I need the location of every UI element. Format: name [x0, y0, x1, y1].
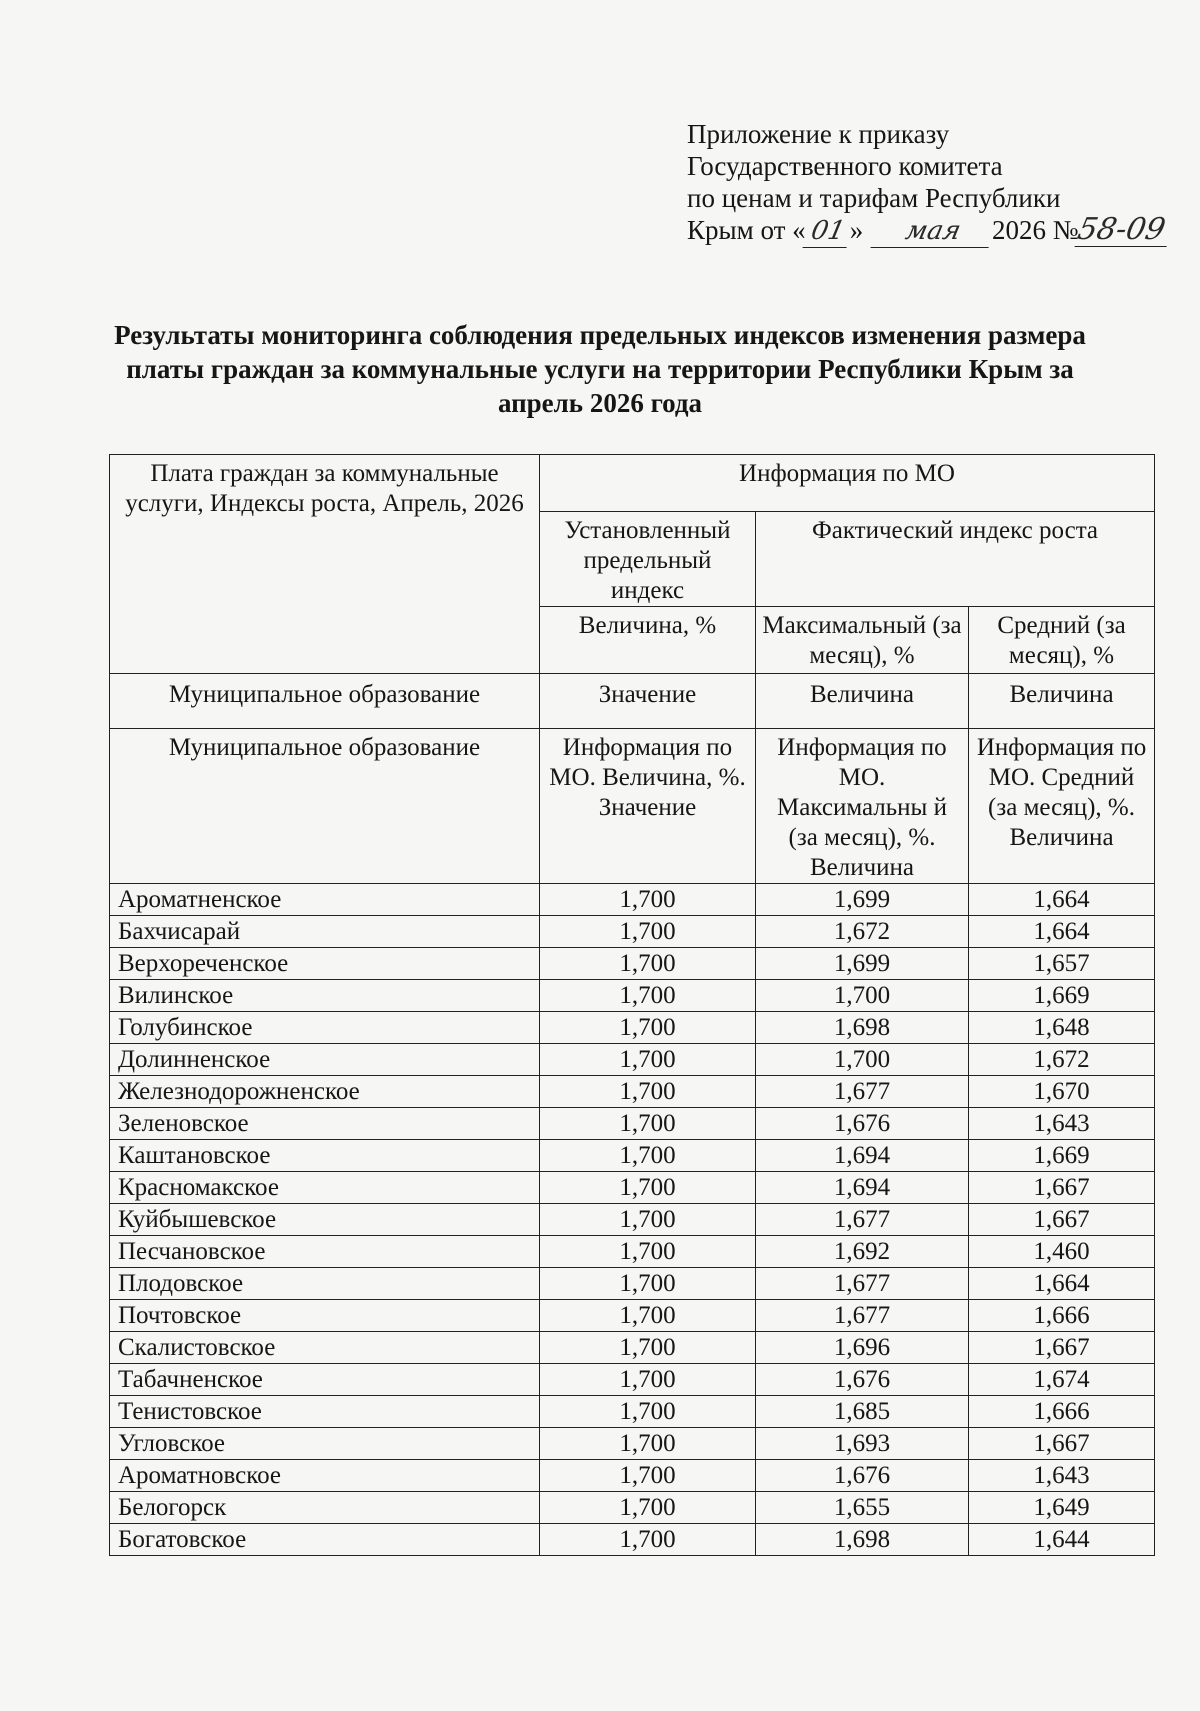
max-value: 1,694 [756, 1140, 969, 1172]
document-title: Результаты мониторинга соблюдения предельных индексов изменения размера платы граждан за коммунальные услуги на территории Республики Крым за апрель 2026 года [114, 320, 1086, 418]
municipality-name: Угловское [110, 1428, 540, 1460]
municipality-name: Верхореченское [110, 948, 540, 980]
table-row [110, 1236, 1155, 1268]
header-row5-municipality: Муниципальное образование [110, 729, 540, 884]
appendix-line-4 [687, 214, 1170, 248]
header-row5-avg: Информация по МО. Средний (за месяц), %. Величина [969, 729, 1155, 884]
limit-value: 1,700 [540, 1364, 756, 1396]
limit-value: 1,700 [540, 1204, 756, 1236]
limit-value: 1,700 [540, 1172, 756, 1204]
avg-value: 1,667 [969, 1172, 1155, 1204]
table-row [110, 884, 1155, 916]
max-value: 1,696 [756, 1332, 969, 1364]
max-value: 1,677 [756, 1204, 969, 1236]
max-value: 1,699 [756, 884, 969, 916]
handwritten-month: мая [870, 215, 995, 248]
avg-value: 1,460 [969, 1236, 1155, 1268]
table-row [110, 1300, 1155, 1332]
table-row [110, 948, 1155, 980]
limit-value: 1,700 [540, 948, 756, 980]
max-value: 1,699 [756, 948, 969, 980]
municipality-name: Тенистовское [110, 1396, 540, 1428]
limit-value: 1,700 [540, 1524, 756, 1556]
table-row [110, 1396, 1155, 1428]
municipality-name: Почтовское [110, 1300, 540, 1332]
municipality-name: Бахчисарай [110, 916, 540, 948]
avg-value: 1,643 [969, 1460, 1155, 1492]
municipality-name: Вилинское [110, 980, 540, 1012]
limit-value: 1,700 [540, 1492, 756, 1524]
limit-value: 1,700 [540, 1108, 756, 1140]
max-value: 1,698 [756, 1524, 969, 1556]
avg-value: 1,667 [969, 1204, 1155, 1236]
municipality-name: Каштановское [110, 1140, 540, 1172]
limit-value: 1,700 [540, 884, 756, 916]
avg-value: 1,657 [969, 948, 1155, 980]
municipality-name: Голубинское [110, 1012, 540, 1044]
avg-value: 1,666 [969, 1396, 1155, 1428]
table-row [110, 1332, 1155, 1364]
municipality-name: Белогорск [110, 1492, 540, 1524]
header-row4-value: Значение [540, 674, 756, 729]
table-row [110, 1108, 1155, 1140]
header-row5-value: Информация по МО. Величина, %. Значение [540, 729, 756, 884]
limit-value: 1,700 [540, 916, 756, 948]
limit-value: 1,700 [540, 1140, 756, 1172]
limit-value: 1,700 [540, 1332, 756, 1364]
max-value: 1,700 [756, 980, 969, 1012]
limit-value: 1,700 [540, 1236, 756, 1268]
municipality-name: Богатовское [110, 1524, 540, 1556]
appendix-year-number-label: 2026 № [991, 215, 1079, 245]
max-value: 1,685 [756, 1396, 969, 1428]
header-row4-avg: Величина [969, 674, 1155, 729]
max-value: 1,694 [756, 1172, 969, 1204]
header-main: Плата граждан за коммунальные услуги, Индексы роста, Апрель, 2026 [110, 455, 540, 674]
table-body [110, 884, 1155, 1556]
max-value: 1,672 [756, 916, 969, 948]
avg-value: 1,670 [969, 1076, 1155, 1108]
limit-value: 1,700 [540, 1396, 756, 1428]
avg-value: 1,664 [969, 916, 1155, 948]
avg-value: 1,672 [969, 1044, 1155, 1076]
appendix-line-3: по ценам и тарифам Республики [687, 183, 1061, 213]
table-row [110, 1492, 1155, 1524]
table-row [110, 1524, 1155, 1556]
table-row [110, 1140, 1155, 1172]
header-row4-max: Величина [756, 674, 969, 729]
avg-value: 1,644 [969, 1524, 1155, 1556]
max-value: 1,677 [756, 1076, 969, 1108]
table-row [110, 1172, 1155, 1204]
table-row [110, 1012, 1155, 1044]
table-row [110, 1428, 1155, 1460]
limit-value: 1,700 [540, 1012, 756, 1044]
table-row [110, 1044, 1155, 1076]
avg-value: 1,669 [969, 1140, 1155, 1172]
limit-value: 1,700 [540, 1076, 756, 1108]
header-value-pct: Величина, % [540, 607, 756, 674]
municipality-name: Табачненское [110, 1364, 540, 1396]
monitoring-table [109, 454, 1155, 1556]
municipality-name: Ароматненское [110, 884, 540, 916]
municipality-name: Красномакское [110, 1172, 540, 1204]
limit-value: 1,700 [540, 980, 756, 1012]
max-value: 1,692 [756, 1236, 969, 1268]
avg-value: 1,666 [969, 1300, 1155, 1332]
max-value: 1,655 [756, 1492, 969, 1524]
avg-value: 1,669 [969, 980, 1155, 1012]
max-value: 1,676 [756, 1460, 969, 1492]
handwritten-day: 01 [802, 215, 853, 248]
limit-value: 1,700 [540, 1044, 756, 1076]
table-row [110, 1460, 1155, 1492]
avg-value: 1,674 [969, 1364, 1155, 1396]
avg-value: 1,667 [969, 1332, 1155, 1364]
municipality-name: Зеленовское [110, 1108, 540, 1140]
header-max: Максимальный (за месяц), % [756, 607, 969, 674]
avg-value: 1,667 [969, 1428, 1155, 1460]
avg-value: 1,643 [969, 1108, 1155, 1140]
max-value: 1,676 [756, 1108, 969, 1140]
municipality-name: Скалистовское [110, 1332, 540, 1364]
municipality-name: Песчановское [110, 1236, 540, 1268]
max-value: 1,700 [756, 1044, 969, 1076]
limit-value: 1,700 [540, 1460, 756, 1492]
table-row [110, 1364, 1155, 1396]
appendix-line-1: Приложение к приказу [687, 119, 950, 149]
handwritten-order-number: 58-09 [1075, 214, 1174, 247]
table-row [110, 1268, 1155, 1300]
max-value: 1,676 [756, 1364, 969, 1396]
header-avg: Средний (за месяц), % [969, 607, 1155, 674]
header-row4-municipality: Муниципальное образование [110, 674, 540, 729]
header-info: Информация по МО [540, 455, 1155, 512]
avg-value: 1,664 [969, 1268, 1155, 1300]
avg-value: 1,649 [969, 1492, 1155, 1524]
max-value: 1,677 [756, 1268, 969, 1300]
table-row [110, 980, 1155, 1012]
appendix-date-prefix: Крым от « [687, 215, 806, 245]
table-row [110, 1076, 1155, 1108]
municipality-name: Плодовское [110, 1268, 540, 1300]
limit-value: 1,700 [540, 1268, 756, 1300]
municipality-name: Долинненское [110, 1044, 540, 1076]
avg-value: 1,664 [969, 884, 1155, 916]
header-row5-max: Информация по МО. Максимальны й (за месяц), %. Величина [756, 729, 969, 884]
municipality-name: Железнодорожненское [110, 1076, 540, 1108]
max-value: 1,693 [756, 1428, 969, 1460]
avg-value: 1,648 [969, 1012, 1155, 1044]
limit-value: 1,700 [540, 1428, 756, 1460]
appendix-block [687, 118, 1170, 248]
header-established: Установленный предельный индекс [540, 512, 756, 607]
table-row [110, 916, 1155, 948]
appendix-line-2: Государственного комитета [687, 151, 1003, 181]
municipality-name: Ароматновское [110, 1460, 540, 1492]
max-value: 1,698 [756, 1012, 969, 1044]
header-actual: Фактический индекс роста [756, 512, 1155, 607]
table-row [110, 1204, 1155, 1236]
limit-value: 1,700 [540, 1300, 756, 1332]
appendix-date-mid: » [849, 215, 864, 245]
max-value: 1,677 [756, 1300, 969, 1332]
municipality-name: Куйбышевское [110, 1204, 540, 1236]
